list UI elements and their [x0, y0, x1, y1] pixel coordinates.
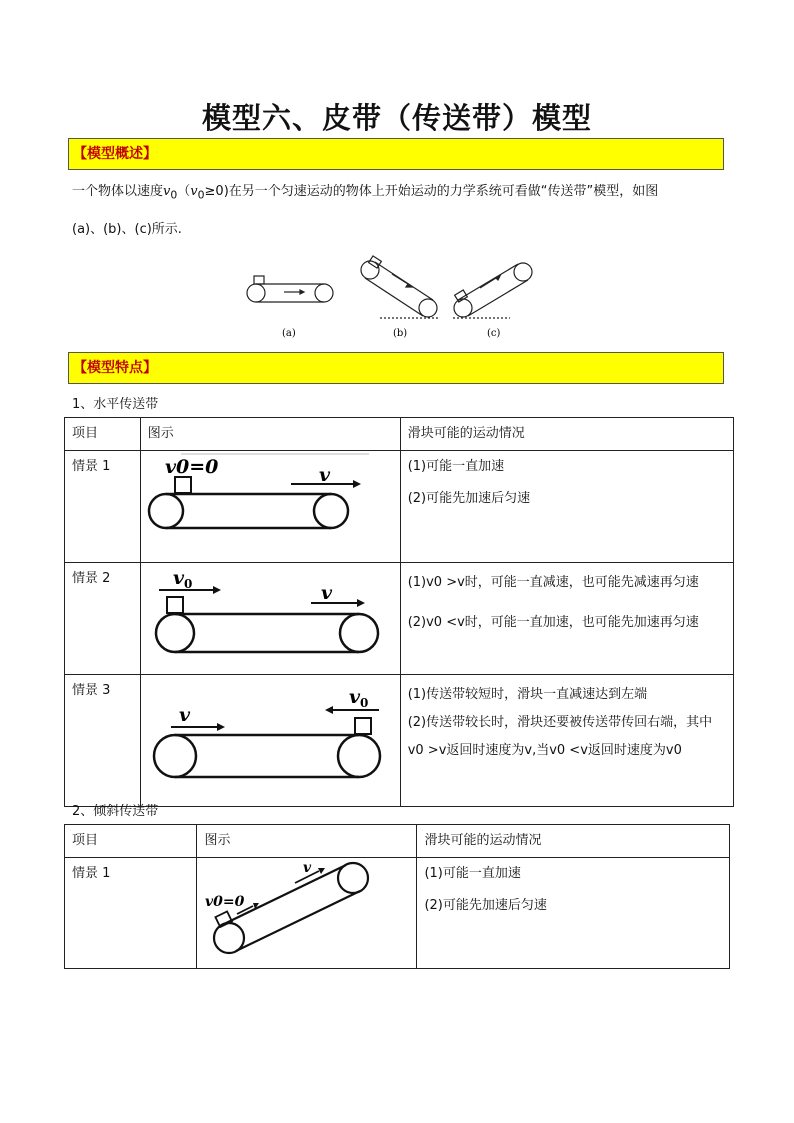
- header-cell: 滑块可能的运动情况: [417, 825, 730, 858]
- section-header-features: 【模型特点】: [68, 352, 724, 384]
- case-line: (2)v0 <v时，可能一直加速，也可能先加速再匀速: [407, 615, 699, 630]
- figure-b-label: (b): [393, 328, 408, 339]
- case-line: (1)可能一直加速: [424, 866, 521, 881]
- case-description: [401, 451, 733, 527]
- table-header-row: [65, 825, 730, 858]
- v-label: v: [178, 704, 190, 726]
- table-row: [65, 675, 734, 807]
- table-row: [65, 858, 730, 969]
- intro-v: v: [163, 184, 171, 199]
- diagram-cell: [140, 451, 400, 563]
- intro-sub: 0: [170, 188, 178, 202]
- table-row: [65, 451, 734, 563]
- diagram-cell: [197, 858, 417, 969]
- figure-c-label: (c): [487, 328, 501, 339]
- v0-label: v0=0: [205, 894, 245, 910]
- v-label: v: [318, 464, 330, 486]
- subheading-horizontal: 1、水平传送带: [72, 397, 159, 412]
- inclined-belt-table: [64, 824, 730, 969]
- scenario2-diagram: [141, 563, 400, 670]
- intro-paren: （: [177, 184, 191, 199]
- intro-sub2: 0: [197, 188, 205, 202]
- v-label: v: [303, 860, 312, 876]
- case-description: [417, 858, 729, 934]
- intro-text-2: 在另一个匀速运动的物体上开始运动的力学系统可看做“传送带”模型，如图: [228, 184, 659, 199]
- case-line: (1)传送带较短时，滑块一直减速达到左端: [407, 687, 648, 702]
- figure-c: [453, 263, 532, 318]
- header-cell: 滑块可能的运动情况: [400, 418, 733, 451]
- row-label: 情景 1: [72, 866, 111, 881]
- diagram-cell: [140, 675, 400, 807]
- row-label: 情景 3: [72, 683, 111, 698]
- row-label: 情景 2: [72, 571, 111, 586]
- header-cell: 项目: [65, 825, 197, 858]
- diagram-cell: [140, 563, 400, 675]
- page-title: 模型六、皮带（传送带）模型: [201, 101, 592, 135]
- intro-cond: ≥0): [204, 184, 229, 199]
- case-line: (2)可能先加速后匀速: [424, 898, 547, 913]
- figure-b: [361, 256, 438, 318]
- header-cell: 图示: [140, 418, 400, 451]
- v0-label: $v_0$: [348, 686, 369, 710]
- figure-a: [247, 276, 333, 302]
- case-line: (2)传送带较长时，滑块还要被传送带传回右端，其中v0 >v返回时速度为v,当v0 <v返回时速度为v0: [407, 715, 713, 758]
- intro-v2: v: [190, 184, 198, 199]
- intro-paragraph: [72, 182, 732, 205]
- scenario3-diagram: [141, 675, 400, 802]
- overview-figure: [240, 250, 550, 342]
- case-line: (1)可能一直加速: [407, 459, 505, 474]
- case-description: [401, 675, 733, 771]
- case-line: (2)可能先加速后匀速: [407, 491, 531, 506]
- case-description: [401, 563, 733, 651]
- table-row: [65, 563, 734, 675]
- intro-paragraph-2: (a)、(b)、(c)所示.: [72, 222, 182, 237]
- row-label: 情景 1: [72, 459, 111, 474]
- header-cell: 项目: [65, 418, 141, 451]
- table-header-row: [65, 418, 734, 451]
- case-line: (1)v0 >v时，可能一直减速，也可能先减速再匀速: [407, 575, 699, 590]
- v0-label: $v_0$: [172, 567, 193, 591]
- horizontal-belt-table: [64, 417, 734, 807]
- figure-a-label: (a): [282, 328, 296, 339]
- scenario1-diagram: [141, 451, 400, 558]
- header-cell: 图示: [197, 825, 417, 858]
- subheading-inclined: 2、倾斜传送带: [72, 804, 159, 819]
- inclined-scenario1-diagram: [197, 858, 416, 964]
- v-label: v: [320, 582, 332, 604]
- section-header-overview: 【模型概述】: [68, 138, 724, 170]
- v0-label: v0=0: [164, 456, 219, 478]
- intro-text-1: 一个物体以速度: [72, 184, 164, 199]
